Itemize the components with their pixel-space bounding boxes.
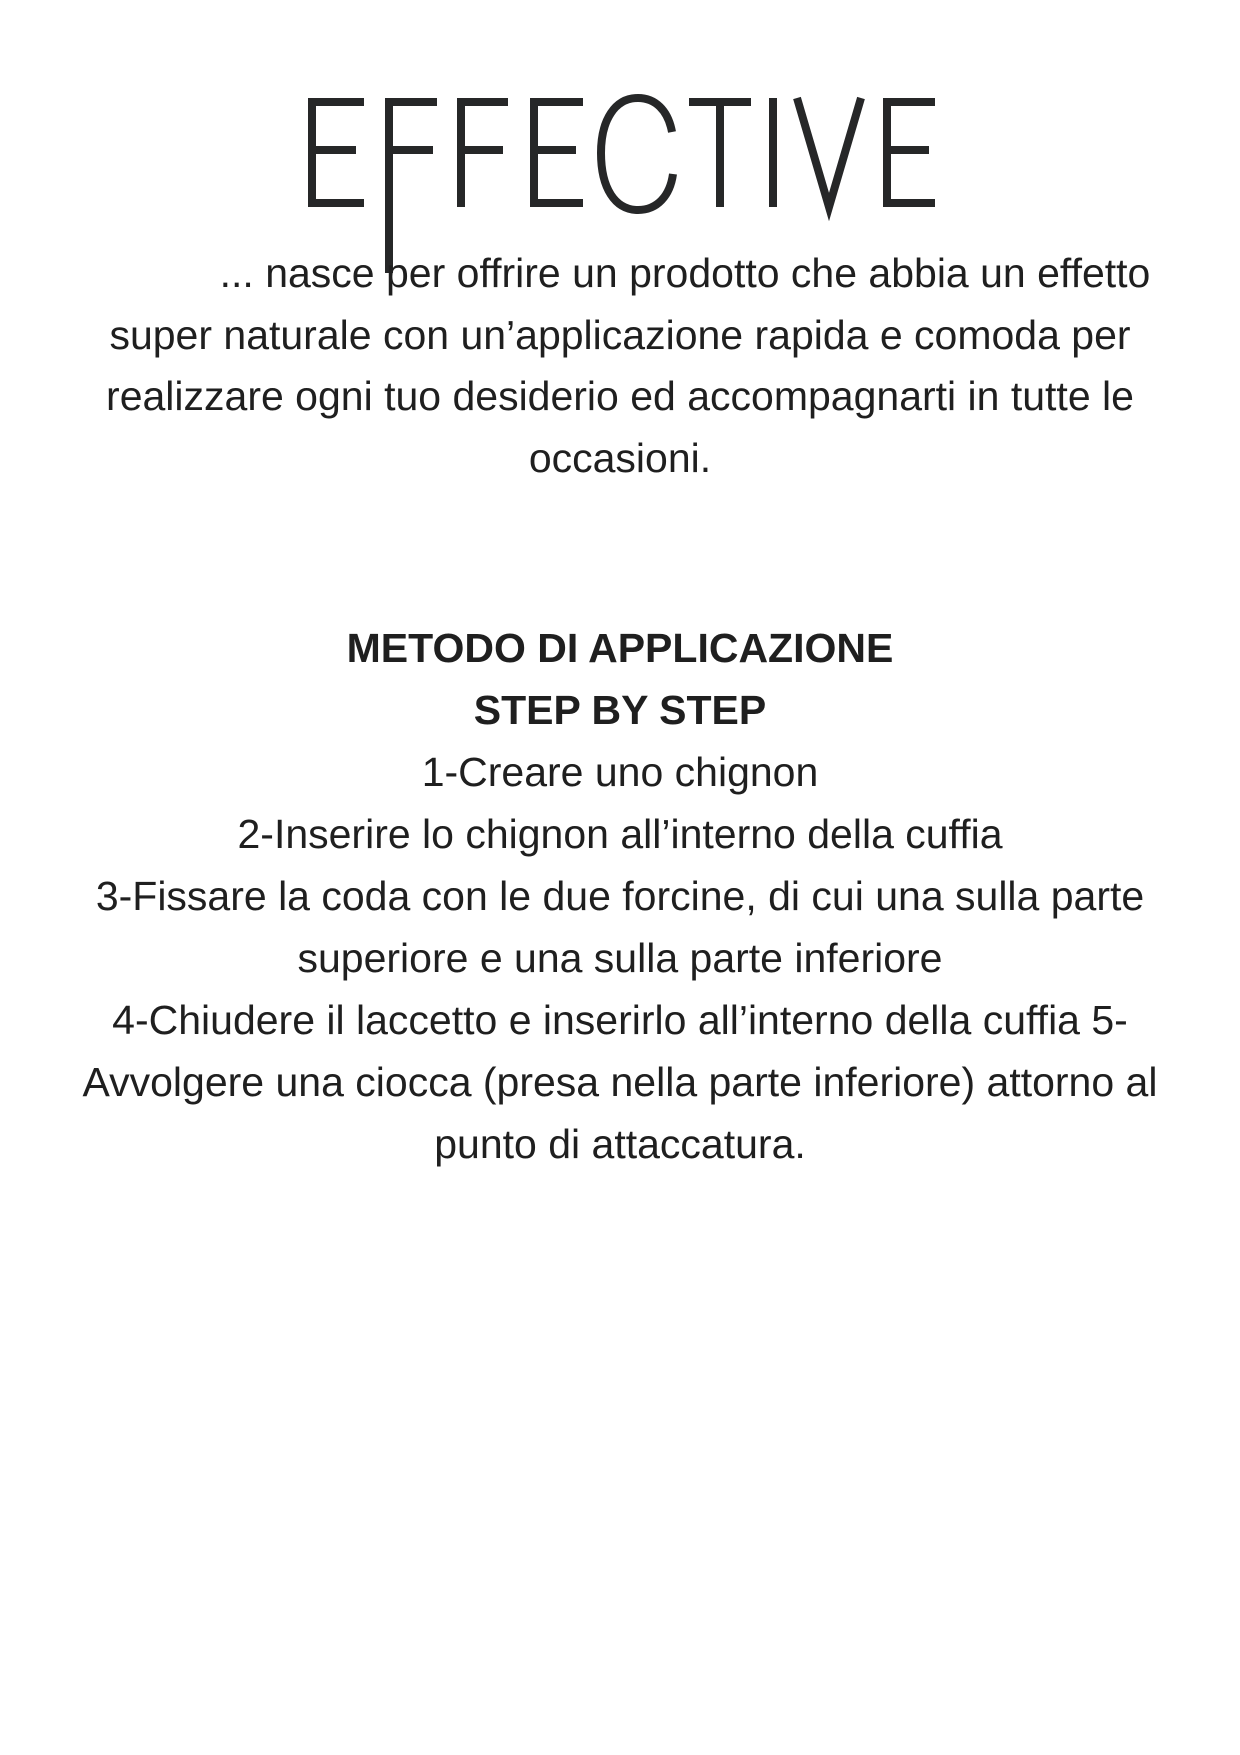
step-line: superiore e una sulla parte inferiore (297, 935, 943, 981)
step-line: 1-Creare uno chignon (421, 749, 819, 795)
step-line: punto di attaccatura. (434, 1121, 806, 1167)
intro-line: super naturale con un’applicazione rapida e comoda per (109, 311, 1131, 358)
step-line: 2-Inserire lo chignon all’interno della cuffia (237, 811, 1003, 857)
step-line: 3-Fissare la coda con le due forcine, di cui una sulla parte (95, 873, 1145, 919)
intro-paragraph (0, 243, 1240, 489)
application-method-section (0, 617, 1240, 1175)
step-line: 4-Chiudere il laccetto e inserirlo all’interno della cuffia 5- (112, 997, 1128, 1043)
intro-line: occasioni. (528, 434, 712, 481)
intro-line: realizzare ogni tuo desiderio ed accompagnarti in tutte le (106, 373, 1134, 419)
intro-line: ... nasce per offrire un prodotto che abbia un effetto (219, 250, 1151, 296)
section-subheading: STEP BY STEP (473, 687, 767, 733)
step-line: Avvolgere una ciocca (presa nella parte inferiore) attorno al (82, 1059, 1158, 1105)
section-heading: METODO DI APPLICAZIONE (346, 625, 894, 671)
